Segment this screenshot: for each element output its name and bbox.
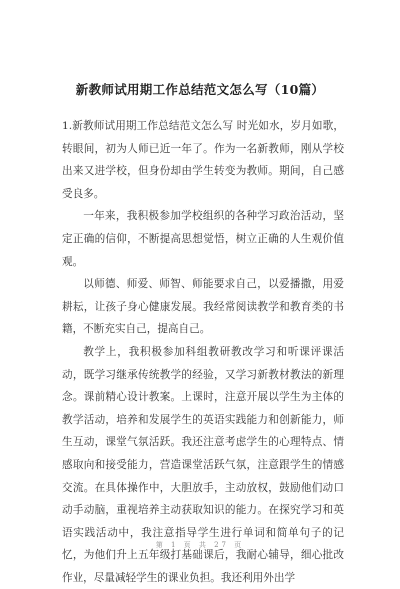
paragraph-4: 教学上，我积极参加科组教研教改学习和听课评课活动，既学习继承传统教学的经验，又学习新教材教法的新理念。课前精心设计教案。上课时，注意开展以学生为主体的教学活动，培养和发展学生的英语实践能力和创新能力，师生互动，课堂气氛活跃。我还注意考虑学生的心理特点、情感取向和接受能力，营造课堂活跃气氛，注意跟学生的情感交流。在具体操作中，大胆放手，主动放权，鼓励他们动口动手动脑，重视培养主动获取知识的能力。在探究学习和英语实践活动中，我注意指导学生进行单词和简单句子的记忆，为他们升上五年级打基础课后，我耐心辅导，细心批改作业，尽量减轻学生的课业负担。我还利用外出学 — [62, 345, 344, 584]
document-title: 新教师试用期工作总结范文怎么写（10篇） — [75, 82, 325, 97]
document-body — [62, 115, 344, 589]
page-number-footer: 第 1 页 共 27 页 — [155, 541, 245, 549]
paragraph-2: 一年来，我积极参加学校组织的各种学习政治活动，坚定正确的信仰，不断提高思想觉悟，树立正确的人生观价值观。 — [62, 210, 344, 268]
paragraph-3: 以师德、师爱、师智、师能要求自己，以爱播撒，用爱耕耘，让孩子身心健康发展。我经常阅读教学和教育类的书籍，不断充实自己，提高自己。 — [62, 278, 344, 336]
paragraph-1: 1.新教师试用期工作总结范文怎么写 时光如水，岁月如歌，转眼间，初为人师已近一年了。作为一名新教师，刚从学校出来又进学校，但身份却由学生转变为教师。期间，自己感受良多。 — [62, 120, 344, 200]
